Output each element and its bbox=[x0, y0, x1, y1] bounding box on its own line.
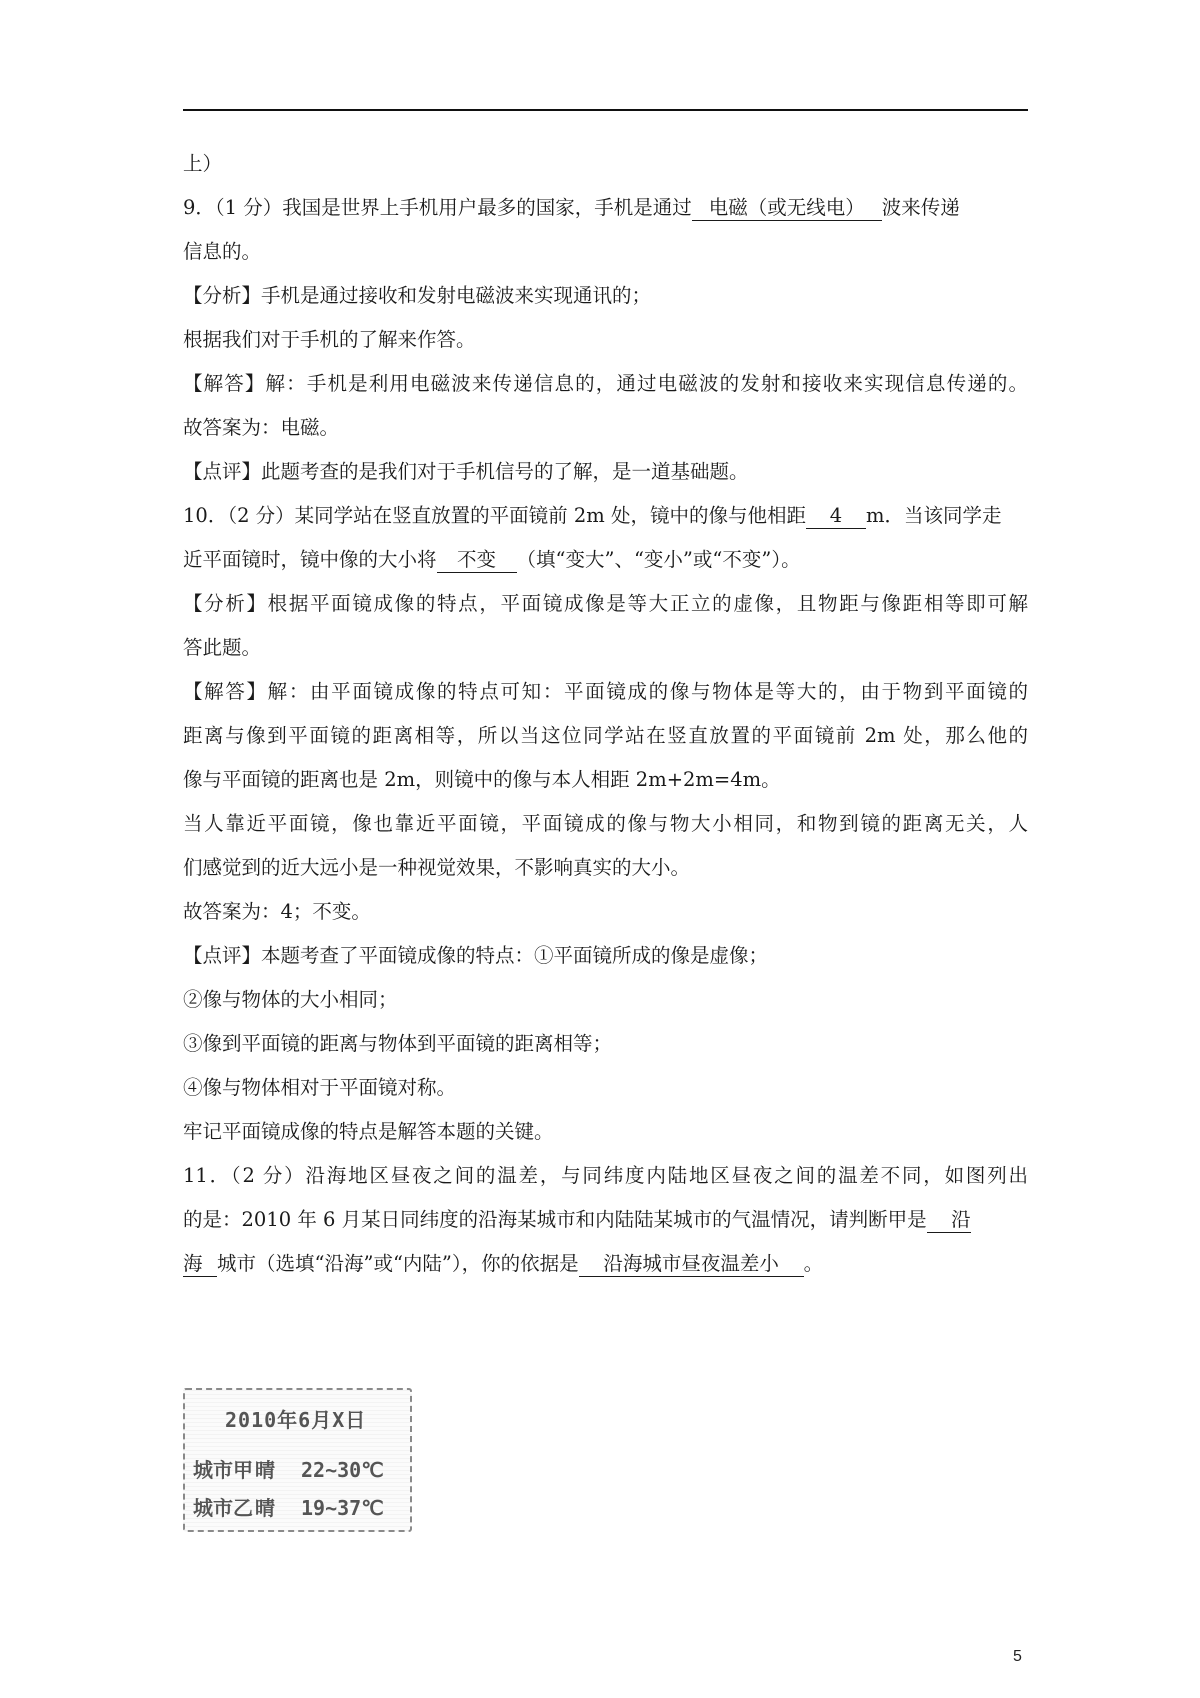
text-line: 当人靠近平面镜，像也靠近平面镜，平面镜成的像与物大小相同，和物到镜的距离无关，人 bbox=[183, 812, 1028, 835]
answer-blank: 4 bbox=[806, 504, 866, 529]
text-line: 像与平面镜的距离也是 2m，则镜中的像与本人相距 2m+2m=4m。 bbox=[183, 768, 781, 791]
page-number: 5 bbox=[1013, 1648, 1022, 1665]
question-10-line bbox=[183, 494, 1028, 538]
text-line: 上） bbox=[183, 152, 223, 175]
question-11-line bbox=[183, 1198, 1028, 1242]
answer-blank: 电磁（或无线电） bbox=[692, 196, 882, 221]
question-text: 。 bbox=[803, 1252, 824, 1275]
question-text: 近平面镜时，镜中像的大小将 bbox=[183, 548, 437, 571]
answer-line: 故答案为：电磁。 bbox=[183, 416, 340, 439]
city-name: 城市甲 bbox=[193, 1458, 253, 1482]
question-10-line bbox=[183, 538, 1028, 582]
analysis-line: 【分析】根据平面镜成像的特点，平面镜成像是等大正立的虚像，且物距与像距相等即可解 bbox=[183, 592, 1028, 615]
text-line: 牢记平面镜成像的特点是解答本题的关键。 bbox=[183, 1120, 554, 1143]
header-rule bbox=[183, 109, 1028, 111]
answer-line: 故答案为：4；不变。 bbox=[183, 900, 371, 923]
question-text: m．当该同学走 bbox=[865, 504, 1002, 527]
temperature-range: 22~30℃ bbox=[301, 1458, 384, 1482]
figure-title: 2010年6月X日 bbox=[225, 1408, 367, 1432]
temperature-range: 19~37℃ bbox=[301, 1496, 384, 1520]
question-11-line: 11．（2 分）沿海地区昼夜之间的温差，与同纬度内陆地区昼夜之间的温差不同，如图列出 bbox=[183, 1164, 1028, 1187]
question-text: 波来传递 bbox=[881, 196, 960, 219]
question-text: （填“变大”、“变小”或“不变”）。 bbox=[516, 548, 801, 571]
text-line: 信息的。 bbox=[183, 240, 262, 263]
text-line: 距离与像到平面镜的距离相等，所以当这位同学站在竖直放置的平面镜前 2m 处，那么他的 bbox=[183, 724, 1028, 747]
answer-blank: 海 bbox=[183, 1252, 217, 1277]
figure-row bbox=[193, 1454, 384, 1483]
question-11-line bbox=[183, 1242, 1028, 1286]
text-line: 们感觉到的近大远小是一种视觉效果，不影响真实的大小。 bbox=[183, 856, 691, 879]
question-text: 的是：2010 年 6 月某日同纬度的沿海某城市和内陆陆某城市的气温情况，请判断甲是 bbox=[183, 1208, 927, 1231]
question-9-line bbox=[183, 186, 1028, 230]
question-text: 9．（1 分）我国是世界上手机用户最多的国家，手机是通过 bbox=[183, 196, 692, 219]
weather-label: 晴 bbox=[255, 1496, 275, 1520]
text-line: 根据我们对于手机的了解来作答。 bbox=[183, 328, 476, 351]
list-item: ④像与物体相对于平面镜对称。 bbox=[183, 1076, 457, 1099]
list-item: ③像到平面镜的距离与物体到平面镜的距离相等； bbox=[183, 1032, 613, 1055]
answer-blank: 不变 bbox=[437, 548, 517, 573]
text-line: 答此题。 bbox=[183, 636, 262, 659]
weather-figure bbox=[183, 1388, 412, 1532]
figure-row bbox=[193, 1492, 384, 1521]
answer-blank: 沿海城市昼夜温差小 bbox=[579, 1252, 804, 1277]
answer-blank: 沿 bbox=[927, 1208, 971, 1233]
comment-line: 【点评】此题考查的是我们对于手机信号的了解，是一道基础题。 bbox=[183, 460, 749, 483]
document-body bbox=[183, 142, 1028, 1286]
comment-line: 【点评】本题考查了平面镜成像的特点：①平面镜所成的像是虚像； bbox=[183, 944, 769, 967]
question-text: 城市（选填“沿海”或“内陆”），你的依据是 bbox=[217, 1252, 579, 1275]
solution-line: 【解答】解：由平面镜成像的特点可知：平面镜成的像与物体是等大的，由于物到平面镜的 bbox=[183, 680, 1028, 703]
solution-line: 【解答】解：手机是利用电磁波来传递信息的，通过电磁波的发射和接收来实现信息传递的。 bbox=[183, 372, 1028, 395]
list-item: ②像与物体的大小相同； bbox=[183, 988, 398, 1011]
weather-label: 晴 bbox=[255, 1458, 275, 1482]
city-name: 城市乙 bbox=[193, 1496, 253, 1520]
question-text: 10．（2 分）某同学站在竖直放置的平面镜前 2m 处，镜中的像与他相距 bbox=[183, 504, 806, 527]
analysis-line: 【分析】手机是通过接收和发射电磁波来实现通讯的； bbox=[183, 284, 652, 307]
